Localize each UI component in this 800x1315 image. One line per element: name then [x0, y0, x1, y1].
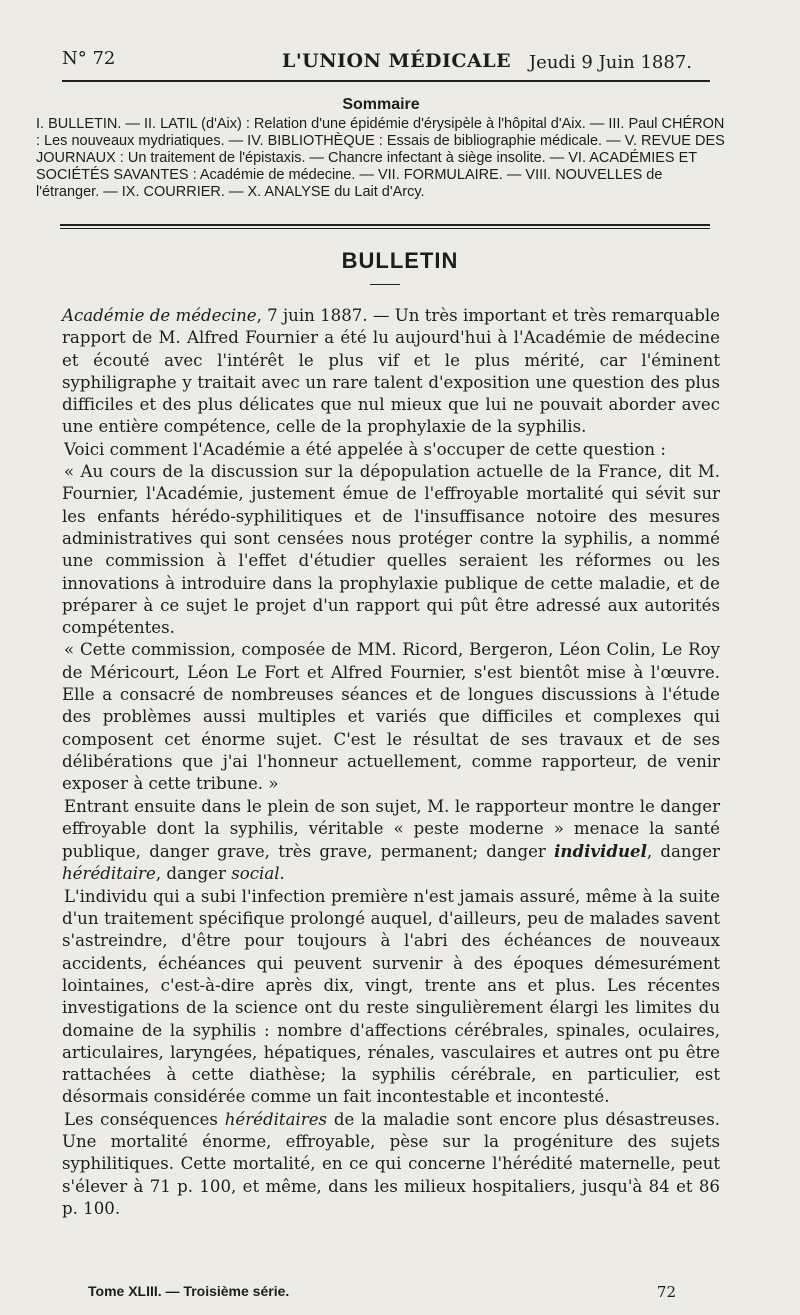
paragraph-5-text-d: .: [279, 864, 285, 884]
paragraph-7: [62, 1109, 720, 1220]
consequences-hereditaires: héréditaires: [224, 1109, 328, 1129]
section-title-rule: [370, 284, 400, 285]
paragraph-2: Voici comment l'Académie a été appelée à s'occuper de cette question :: [64, 439, 666, 459]
journal-title: L'UNION MÉDICALE: [282, 50, 512, 72]
paragraph-5: [62, 796, 720, 886]
paragraph-1: [62, 305, 720, 439]
header-rule: [62, 80, 710, 82]
paragraph-5-text-b: , danger: [646, 842, 720, 862]
table-of-contents: [36, 96, 726, 201]
article-body: [62, 305, 720, 1220]
section-title: BULLETIN: [341, 248, 459, 273]
paragraph-5-text-c: , danger: [155, 864, 232, 884]
toc-title: Sommaire: [342, 96, 420, 113]
danger-individuel: individuel: [554, 841, 647, 862]
volume-info: Tome XLIII. — Troisième série.: [88, 1283, 290, 1299]
page-footer: [60, 1283, 700, 1305]
issue-date: Jeudi 9 Juin 1887.: [528, 52, 692, 73]
paragraph-3: « Au cours de la discussion sur la dépopulation actuelle de la France, dit M. Fournier, l'Académie, justement émue de l'effroyable mortalité qui sévit sur les enfants hérédo-syphilitiques et de l'insuffisance notoire des mesures administratives qui sont censées nous protéger contre la syphilis, a nommé une commission à l'effet d'étudier quelles seraient les réformes ou les innovations à introduire dans la prophylaxie publique de cette maladie, et de préparer à ce sujet le projet d'un rapport qui pût être adressé aux autorités compétentes.: [62, 462, 720, 638]
paragraph-7-text-b: de la maladie sont encore plus désastreuses. Une mortalité énorme, effroyable, pèse sur la progéniture des sujets syphilitiques. Cette mortalité, en ce qui concerne l'hérédité maternelle, peut s'élever à 71 p. 100, et même, dans les milieux hospitaliers, jusqu'à 84 et 86 p. 100.: [62, 1109, 720, 1218]
page-number: 72: [656, 1283, 676, 1301]
danger-hereditaire: héréditaire: [62, 864, 156, 884]
toc-rule: [60, 224, 710, 226]
paragraph-7-text-a: Les conséquences: [64, 1109, 225, 1129]
paragraph-4: « Cette commission, composée de MM. Ricord, Bergeron, Léon Colin, Le Roy de Méricourt, Léon Le Fort et Alfred Fournier, s'est bientôt mise à l'œuvre. Elle a consacré de nombreuses séances et de longues discussions à l'étude des problèmes aussi multiples et variés que difficiles et complexes qui composent cet énorme sujet. C'est le résultat de ses travaux et de ses délibérations que j'ai l'honneur actuellement, comme rapporteur, de venir exposer à cette tribune. »: [62, 640, 720, 794]
paragraph-1-text: , 7 juin 1887. — Un très important et très remarquable rapport de M. Alfred Fournier a été lu aujourd'hui à l'Académie de médecine et écouté avec l'intérêt le plus vif et le plus mérité, car l'éminent syphiligraphe y traitait avec un rare talent d'exposition une question des plus difficiles et des plus délicates que nul mieux que lui ne pouvait aborder avec une entière compétence, celle de la prophylaxie de la syphilis.: [62, 306, 720, 437]
toc-rule-thin: [60, 228, 710, 229]
toc-text: I. BULLETIN. — II. LATIL (d'Aix) : Relation d'une épidémie d'érysipèle à l'hôpital d'Aix. — III. Paul CHÉRON : Les nouveaux mydriatiques. — IV. BIBLIOTHÈQUE : Essais de bibliographie médicale. — V. REVUE DES JOURNAUX : Un traitement de l'épistaxis. — Chancre infectant à siège insolite. — VI. ACADÉMIES ET SOCIÉTÉS SAVANTES : Académie de médecine. — VII. FORMULAIRE. — VIII. NOUVELLES de l'étranger. — IX. COURRIER. — X. ANALYSE du Lait d'Arcy.: [36, 116, 725, 200]
paragraph-5-text-a: Entrant ensuite dans le plein de son sujet, M. le rapporteur montre le danger effroyable dont la syphilis, véritable « peste moderne » menace la santé publique, danger grave, très grave, permanent; danger: [62, 796, 720, 862]
danger-social: social: [231, 864, 280, 884]
paragraph-6: L'individu qui a subi l'infection première n'est jamais assuré, même à la suite d'un traitement spécifique prolongé auquel, d'ailleurs, peu de malades savent s'astreindre, d'être pour toujours à l'abri des échéances de nouveaux accidents, échéances qui peuvent survenir à des époques démesurément lointaines, c'est-à-dire après dix, vingt, trente ans et plus. Les récentes investigations de la science ont du reste singulièrement élargi les limites du domaine de la syphilis : nombre d'affections cérébrales, spinales, oculaires, articulaires, laryngées, hépatiques, rénales, vasculaires et autres ont pu être rattachées à cette diathèse; la syphilis cérébrale, en particulier, est désormais considérée comme un fait incontestable et incontesté.: [62, 886, 720, 1107]
page-header: [62, 48, 692, 74]
academie-heading: Académie de médecine: [62, 306, 257, 325]
issue-number: N° 72: [62, 48, 116, 69]
